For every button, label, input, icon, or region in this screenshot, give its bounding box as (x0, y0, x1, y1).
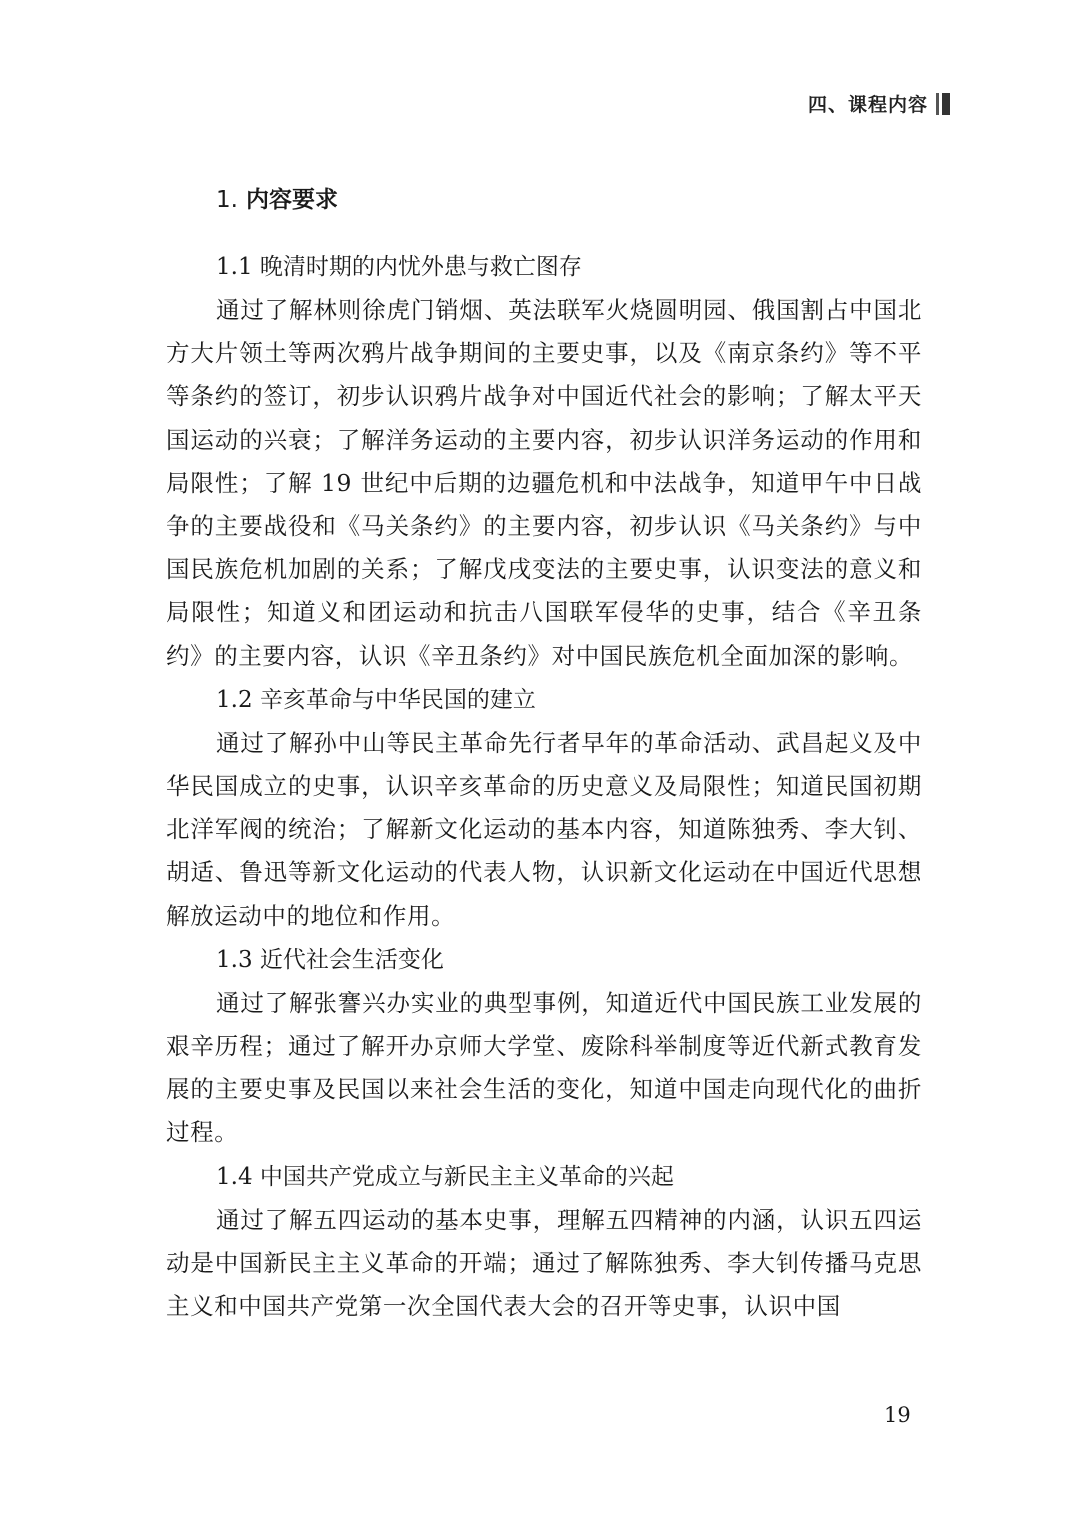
subsection-heading-1-4: 1.4 中国共产党成立与新民主主义革命的兴起 (216, 1163, 674, 1190)
subsection-body-1-2: 通过了解孙中山等民主革命先行者早年的革命活动、武昌起义及中华民国成立的史事，认识辛亥革命的历史意义及局限性；知道民国初期北洋军阀的统治；了解新文化运动的基本内容，知道陈独秀、李大钊、胡适、鲁迅等新文化运动的代表人物，认识新文化运动在中国近代思想解放运动中的地位和作用。 (166, 728, 922, 930)
running-header (808, 90, 950, 117)
subsection-heading-1-2: 1.2 辛亥革命与中华民国的建立 (216, 686, 536, 713)
title-spacer (166, 222, 922, 245)
subsection-body-1-3: 通过了解张謇兴办实业的典型事例，知道近代中国民族工业发展的艰辛历程；通过了解开办京师大学堂、废除科举制度等近代新式教育发展的主要史事及民国以来社会生活的变化，知道中国走向现代化的曲折过程。 (166, 988, 922, 1147)
section-title (216, 178, 922, 222)
page-content (166, 178, 922, 1328)
header-bar-thick (942, 93, 950, 115)
subsection-heading-1-3: 1.3 近代社会生活变化 (216, 946, 444, 973)
running-header-title: 四、课程内容 (807, 94, 928, 116)
header-bar-mark (936, 93, 950, 115)
subsection-body-1-1: 通过了解林则徐虎门销烟、英法联军火烧圆明园、俄国割占中国北方大片领土等两次鸦片战争期间的主要史事，以及《南京条约》等不平等条约的签订，初步认识鸦片战争对中国近代社会的影响；了解太平天国运动的兴衰；了解洋务运动的主要内容，初步认识洋务运动的作用和局限性；了解 19 世纪中后期的边疆危机和中法战争，知道甲午中日战争的主要战役和《马关条约》的主要内容，初步认识《马关条约》与中国民族危机加剧的关系；了解戊戌变法的主要史事，认识变法的意义和局限性；知道义和团运动和抗击八国联军侵华的史事，结合《辛丑条约》的主要内容，认识《辛丑条约》对中国民族危机全面加深的影响。 (166, 296, 922, 670)
section-number: 1. (216, 187, 238, 213)
header-bar-thin (936, 93, 939, 115)
section-title-text: 内容要求 (245, 187, 338, 213)
subsection-heading-1-1: 1.1 晚清时期的内忧外患与救亡图存 (216, 254, 582, 280)
subsection-body-1-4: 通过了解五四运动的基本史事，理解五四精神的内涵，认识五四运动是中国新民主主义革命的开端；通过了解陈独秀、李大钊传播马克思主义和中国共产党第一次全国代表大会的召开等史事，认识中国 (166, 1205, 922, 1321)
page-number: 19 (884, 1403, 911, 1427)
